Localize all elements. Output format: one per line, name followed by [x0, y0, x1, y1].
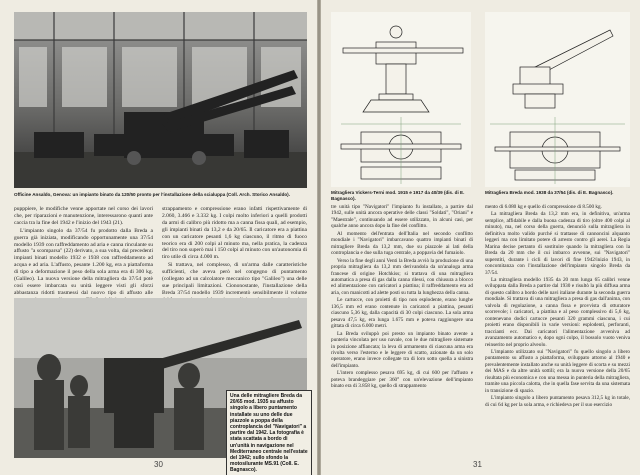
paragraph: L'impianto singolo a libero puntamento pesava 312,5 kg in totale, di cui 64 kg per la sola arma, e richiedeva per il suo esercizio: [485, 395, 630, 408]
bottom-photo-caption-box: [226, 390, 312, 475]
right-column-1: [331, 204, 473, 391]
left-column-1: [14, 206, 153, 305]
workshop-gun-image: [14, 12, 307, 188]
paragraph: Verso la fine degli anni Venti la Breda avviò la produzione di una propria mitragliera da 13,2 mm derivandola da un'analoga arma francese di origine Hotchkiss; si trattava di una mitragliera automatica a presa di gas dalla canna rilessi, con chiusura a blocco ed alimentazione con caricatori a piattina; il raffreddamento era ad aria, con manicotti ad alette posti su tutta la lunghezza della canna.: [331, 257, 473, 296]
paragraph: La mitragliera Breda da 13,2 mm era, in definitiva, un'arma semplice, affidabile e dalla buona cadenza di tiro (oltre 400 colpi al minuto), ma, nel corso della guerra, denunciò sulla mitragliera in definitiva molto valido purché si trattasse di cannoncini alquanto leggeri ma con limitato potere di arresto contro gli aerei. La Regia Marina decise pertanto di sostituire quando la mitragliera con la Breda da 20 mm che il cui imbarco avvenne, sui "Navigatori" superstiti, durante i cicli di lavori di fine 1942/inizio 1943, in concomitanza con l'installazione dell'impianto singolo Breda da 37/54.: [485, 211, 630, 276]
paragraph: tre unità tipo "Navigatori" l'impianto fu installato, a partire dal 1942, sulle unità ancora operative delle classi "Soldati", "Oriani" e "Maestrale", continuando ad essere utilizzato, in alcuni casi, per qualche anno ancora dopo la fine del conflitto.: [331, 204, 473, 230]
top-photo: [14, 12, 307, 188]
paragraph: Si trattava, nel complesso, di un'arma dalle caratteristiche sufficienti, che aveva però nel congegno di puntamento (collegato ad un calcolatore meccanico tipo "Galileo") una delle sue principali limitazioni. Ciononostante, l'installazione della Breda 37/54 modello 1939 incrementò sensibilmente il volume: [162, 262, 307, 296]
drawing-vickers-terni: [331, 12, 471, 187]
right-column-2: [485, 204, 630, 409]
paragraph: La mitragliera modello 1935 da 20 mm lunga 65 calibri venne sviluppata dalla Breda a partire dal 1930 e risultò la più diffusa arma di questo calibro a bordo delle navi italiane durante la seconda guerra mondiale. Si trattava di una mitragliera a presa di gas dall'anima, con valvola di regolazione, a canna fissa e provvista di otturatore scorrevole; i caricatori, a piattina e al peso complessivo di 5,6 kg, contenevano dodici cartucce pesanti 320 grammi ciascuna, i cui proietti erano disponibili in varie versioni: esplodenti, perforanti, traccianti ecc. Dai caricatori l'alimentazione avveniva ad avanzamento automatico e, dopo ogni colpo, il bossolo vuoto veniva reinserito nel proprio alveolo.: [485, 276, 630, 348]
paragraph: La Breda sviluppò poi presto un impianto binato avente a punteria vincolata per uso navale, con le due mitragliere sistemate in posizione affiancata; la leva di armamento di ciascuna arma era rivolta verso l'esterno e le leggere di scatto, azionate da un solo operatore, erano invece collegate tra di loro sotto quella a sinistra dell'impianto.: [331, 330, 473, 369]
paragraph: L'impianto utilizzato sui "Navigatori" fu quello singolo a libero puntamento su affusto a piattaforma, sviluppato attorno al 1940 e prevalentemente installato anche su unità leggere di scorta e su mezzi dei MAS e da altre unità sottili; era la nuova versione della 20/65 risultata più economica e con una messa in punteria della mitragliera, tramite una piccola calotta, che in quella fase servita da una sistemata in transizione di spazio.: [485, 348, 630, 394]
paragraph: strappamento e compressione erano infatti rispettivamente di 2.060, 3.466 e 3.332 kg. I colpi molto inferiori a quelli prodotti da armi di calibro più ridotto ma a canna fissa quali, ad esempio, gli impianti binati da 13,2 e da 20/65. Il caricatore era a piattina con un caricatore pesanti 1,6 kg ciascuno, il ritmo di fuoco teorico era di 200 colpi al minuto ma, nella pratica, la cadenza del tiro non superò mai i 150 colpi al minuto con un'autonomia di tiro utile di circa 4.000 m.: [162, 206, 307, 261]
breda-37-drawing-image: [485, 12, 630, 187]
left-column-2: [162, 206, 307, 305]
bottom-photo-caption: Una delle mitragliere Breda da 20/65 mod. 1935 su affusto singolo a libero puntamento installate su uno delle due piazzole a poppa della controplancia del "Navigatori" a partire dal 1942. La fotografia è stata scattata a bordo di un'unità in navigazione nel Mediterraneo centrale nell'estate del 1942; sullo sfondo la motosilurante MS.91 (Coll. E. Bagnasco).: [230, 393, 308, 474]
vickers-terni-drawing-image: [331, 12, 471, 187]
paragraph: Al momento dell'entrata dell'Italia nel secondo conflitto mondiale i "Navigatori" imbarcavano quattro impianti binati di mitragliere Breda da 13,2 mm, due su piazzole ai lati della controplancia e due sulla tuga centrale, a poppavia del fumaiolo.: [331, 230, 473, 257]
paragraph: L'impianto singolo da 37/54 fu prodotto dalla Breda a guerra già iniziata, modificando opportunamente una 37/54 modello 1939 con raffreddamento ad aria e canna rinculante su affusto "a scomparsa" (22) derivato, a sua volta, dai precedenti impianti binati modello 1932 e 1938 con raffreddamento ad acqua e ad aria. L'affusto, pesante 1.200 kg, era a piattaforma di tipo a deformazione il peso della sola arma era di 300 kg. (Galileo). La nuova versione della mitragliera da 37/54 potè così essere imbarcata su unità leggere visti gli sforzi abbastanza ridotti trasmessi dal nuovo tipo di affusto alle: [14, 227, 153, 296]
right-page: [321, 0, 640, 475]
drawing-breda-37: [485, 12, 630, 187]
top-photo-caption: Officine Ansaldo, Genova: un impianto binato da 120/50 pronto per l'installazione della scialuppa (Coll. Arch. Storico Ansaldo).: [14, 192, 290, 197]
left-page: [0, 0, 317, 475]
paragraph: mento di 6.080 kg e quello di compressione di 8.500 kg.: [485, 204, 602, 210]
page-number-right: 31: [473, 460, 482, 469]
paragraph: pupppiere, le modifiche venne apportate nel corso dei lavori che, per riparazioni e manutenzione, interessarono quanti ante caccia tra la fine del 1942 e l'inizio del 1943 (21).: [14, 206, 153, 226]
page-number-left: 30: [154, 460, 163, 469]
paragraph: L'intero complesso pesava 695 kg, di cui 600 per l'affusto e poteva brandeggiare per 360° con un'elevazione dell'impianto binato era di 3.858 kg, quello di strappamento: [331, 370, 473, 390]
drawing1-caption: Mitragliera Vickers-Terni mod. 1915 e 1917 da 40/39 (dis. di E. Bagnasco).: [331, 190, 465, 201]
paragraph: Le cartucce, con proietti di tipo non esplodente, erano lunghe 136,5 mm ed erano contenute in caricatori a piattina, pesanti ciascuno 5,36 kg, dalla capacità di 30 colpi ciascuno. La sola arma pesava 47,5 kg, era lunga 1.675 mm e poteva raggiungere una gittata di circa 6.000 metri.: [331, 297, 473, 330]
drawing2-caption: Mitragliera Breda mod. 1938 da 37/54 (dis. di E. Bagnasco).: [485, 190, 614, 195]
